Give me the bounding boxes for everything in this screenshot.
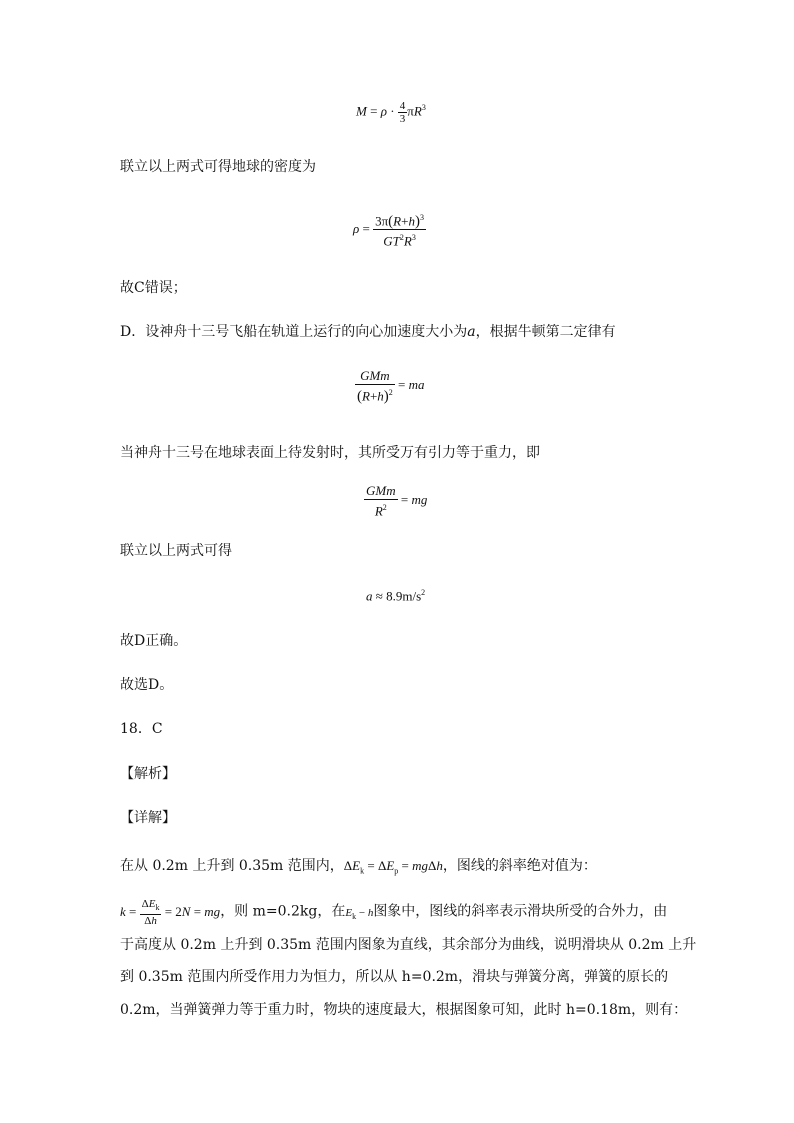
text-d-intro-start: D．设神舟十三号飞船在轨道上运行的向心加速度大小为 [120, 324, 468, 340]
text-c-wrong: 故C错误； [120, 280, 187, 296]
paragraph-line-4: 到 0.35m 范围内所受作用力为恒力，所以从 h=0.2m，滑块与弹簧分离，弹簧的原长的 [120, 969, 669, 985]
paragraph-line-3: 于高度从 0.2m 上升到 0.35m 范围内图象为直线，其余部分为曲线，说明滑块从 0.2m 上升 [120, 937, 697, 953]
question-number-18: 18．C [120, 721, 163, 737]
equation-energy: $\Delta E_k = \Delta E_p = mg\Delta h$ [343, 858, 443, 876]
section-analysis: 【解析】 [120, 766, 176, 782]
text-choose-d: 故选D。 [120, 677, 174, 693]
section-detail: 【详解】 [120, 810, 176, 826]
equation-gravity: $\frac{\text{GMm}}{R^2}$ = mg [366, 483, 428, 519]
paragraph-line-2: k = $\frac{\Delta E_k}{\Delta h}$ = 2N = mg，则 m=0.2kg，在$E_k - h$图象中，图线的斜率表示滑块所受的合外力，由 [120, 898, 668, 928]
text-d-intro-var: a [467, 324, 476, 340]
equation-density: ρ = $\frac{3\pi(R+h)^3}{GT^2R^3}$ [353, 210, 426, 250]
equation-result: $a \approx 8.9m/s^2$ [366, 588, 426, 604]
equation-newton: $\frac{\text{GMm}}{(R+h)^2}$ = ma [357, 368, 425, 405]
equation-slope: k = $\frac{\Delta E_k}{\Delta h}$ = 2N = mg [120, 898, 221, 928]
paragraph-line-1: 在从 0.2m 上升到 0.35m 范围内，$\Delta E_k = \Delta E_p = mg\Delta h$，图线的斜率绝对值为： [120, 858, 597, 876]
text-d-right: 故D正确。 [120, 633, 188, 649]
paragraph-line-5: 0.2m，当弹簧弹力等于重力时，物块的速度最大，根据图象可知，此时 h=0.18m，则有： [120, 1002, 688, 1018]
text-combine: 联立以上两式可得 [120, 543, 232, 559]
text-launch: 当神舟十三号在地球表面上待发射时，其所受万有引力等于重力，即 [120, 445, 540, 461]
equation-mass: M = ρ · $\frac{4}{3}$ $\pi R^3$ [356, 100, 426, 125]
text-d-intro [120, 322, 616, 342]
text-d-intro-end: ，根据牛顿第二定律有 [475, 324, 616, 340]
text-combine-density: 联立以上两式可得地球的密度为 [120, 159, 316, 175]
equation-graph-label: $E_k - h$ [345, 906, 374, 921]
